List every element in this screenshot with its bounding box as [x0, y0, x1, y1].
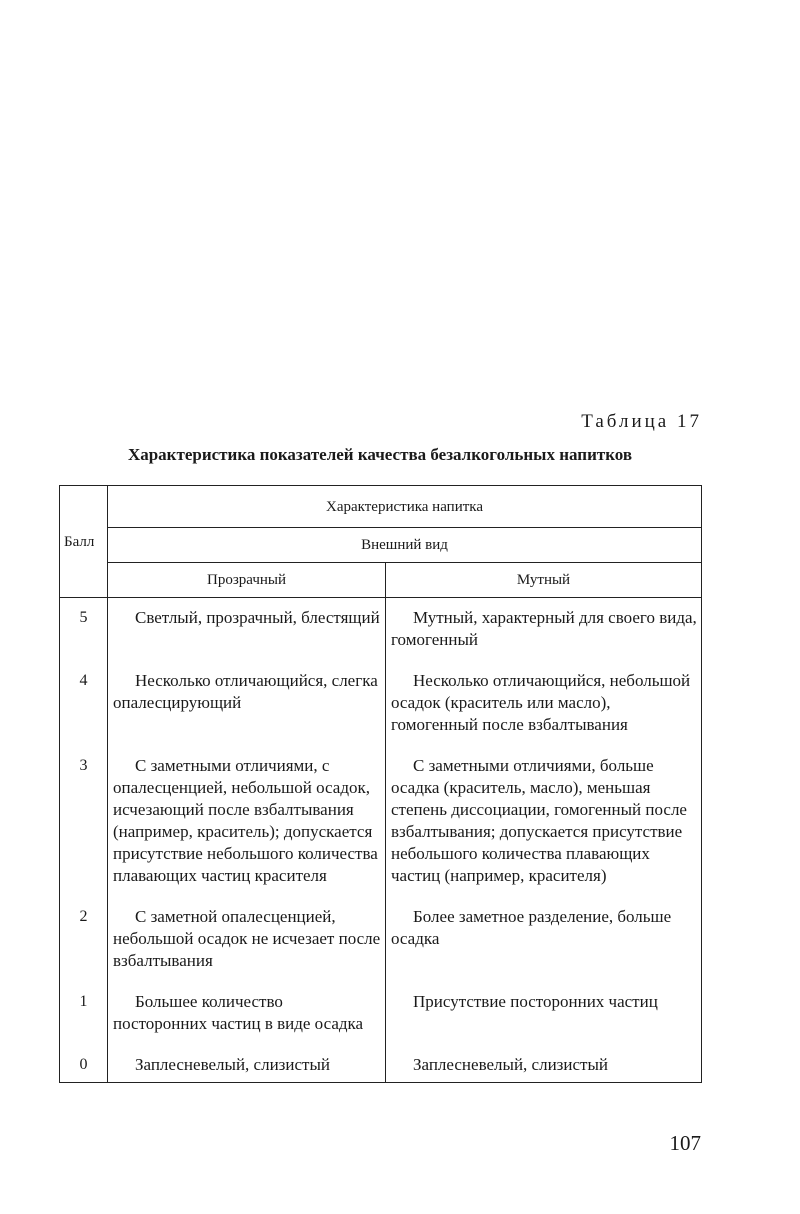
row-clear-desc: С заметной опалесценцией, небольшой осадок не исчезает после взбалтывания [108, 906, 386, 991]
row-clear-desc: Большее количество посторонних частиц в виде осадка [108, 991, 386, 1054]
page-number: 107 [669, 1131, 701, 1155]
header-clear: Прозрачный [108, 563, 386, 598]
table-row [60, 670, 702, 755]
table-row [60, 991, 702, 1054]
row-turbid-desc: Более заметное разделение, больше осадка [386, 906, 702, 991]
row-clear-desc: Светлый, прозрачный, блестящий [108, 598, 386, 671]
row-turbid-desc: С заметными отличиями, больше осадка (краситель, масло), меньшая степень диссоциации, гомогенный после взбалтывания; допускается присутствие небольшого количества плавающих частиц (например, красителя) [386, 755, 702, 906]
table-title: Характеристика показателей качества безалкогольных напитков [127, 445, 633, 464]
table-row [60, 755, 702, 906]
row-clear-desc: Заплесневелый, слизистый [108, 1054, 386, 1083]
header-turbid: Мутный [386, 563, 702, 598]
row-score: 2 [60, 906, 108, 991]
header-score: Балл [60, 486, 108, 598]
row-score: 0 [60, 1054, 108, 1083]
row-score: 1 [60, 991, 108, 1054]
header-appearance: Внешний вид [108, 528, 702, 563]
table-label: Таблица 17 [581, 411, 702, 432]
row-clear-desc: С заметными отличиями, с опалесценцией, небольшой осадок, исчезающий после взбалтывания (например, краситель); допускается присутствие небольшого количества плавающих частиц красителя [108, 755, 386, 906]
table-row [60, 1054, 702, 1083]
row-turbid-desc: Несколько отличающийся, небольшой осадок (краситель или масло), гомогенный после взбалтывания [386, 670, 702, 755]
row-score: 5 [60, 598, 108, 671]
table-row [60, 906, 702, 991]
row-turbid-desc: Заплесневелый, слизистый [386, 1054, 702, 1083]
row-turbid-desc: Мутный, характерный для своего вида, гомогенный [386, 598, 702, 671]
table-row [60, 598, 702, 671]
row-clear-desc: Несколько отличающийся, слегка опалесцирующий [108, 670, 386, 755]
row-score: 4 [60, 670, 108, 755]
quality-table [59, 485, 702, 1083]
row-score: 3 [60, 755, 108, 906]
header-characteristic: Характеристика напитка [108, 486, 702, 528]
row-turbid-desc: Присутствие посторонних частиц [386, 991, 702, 1054]
